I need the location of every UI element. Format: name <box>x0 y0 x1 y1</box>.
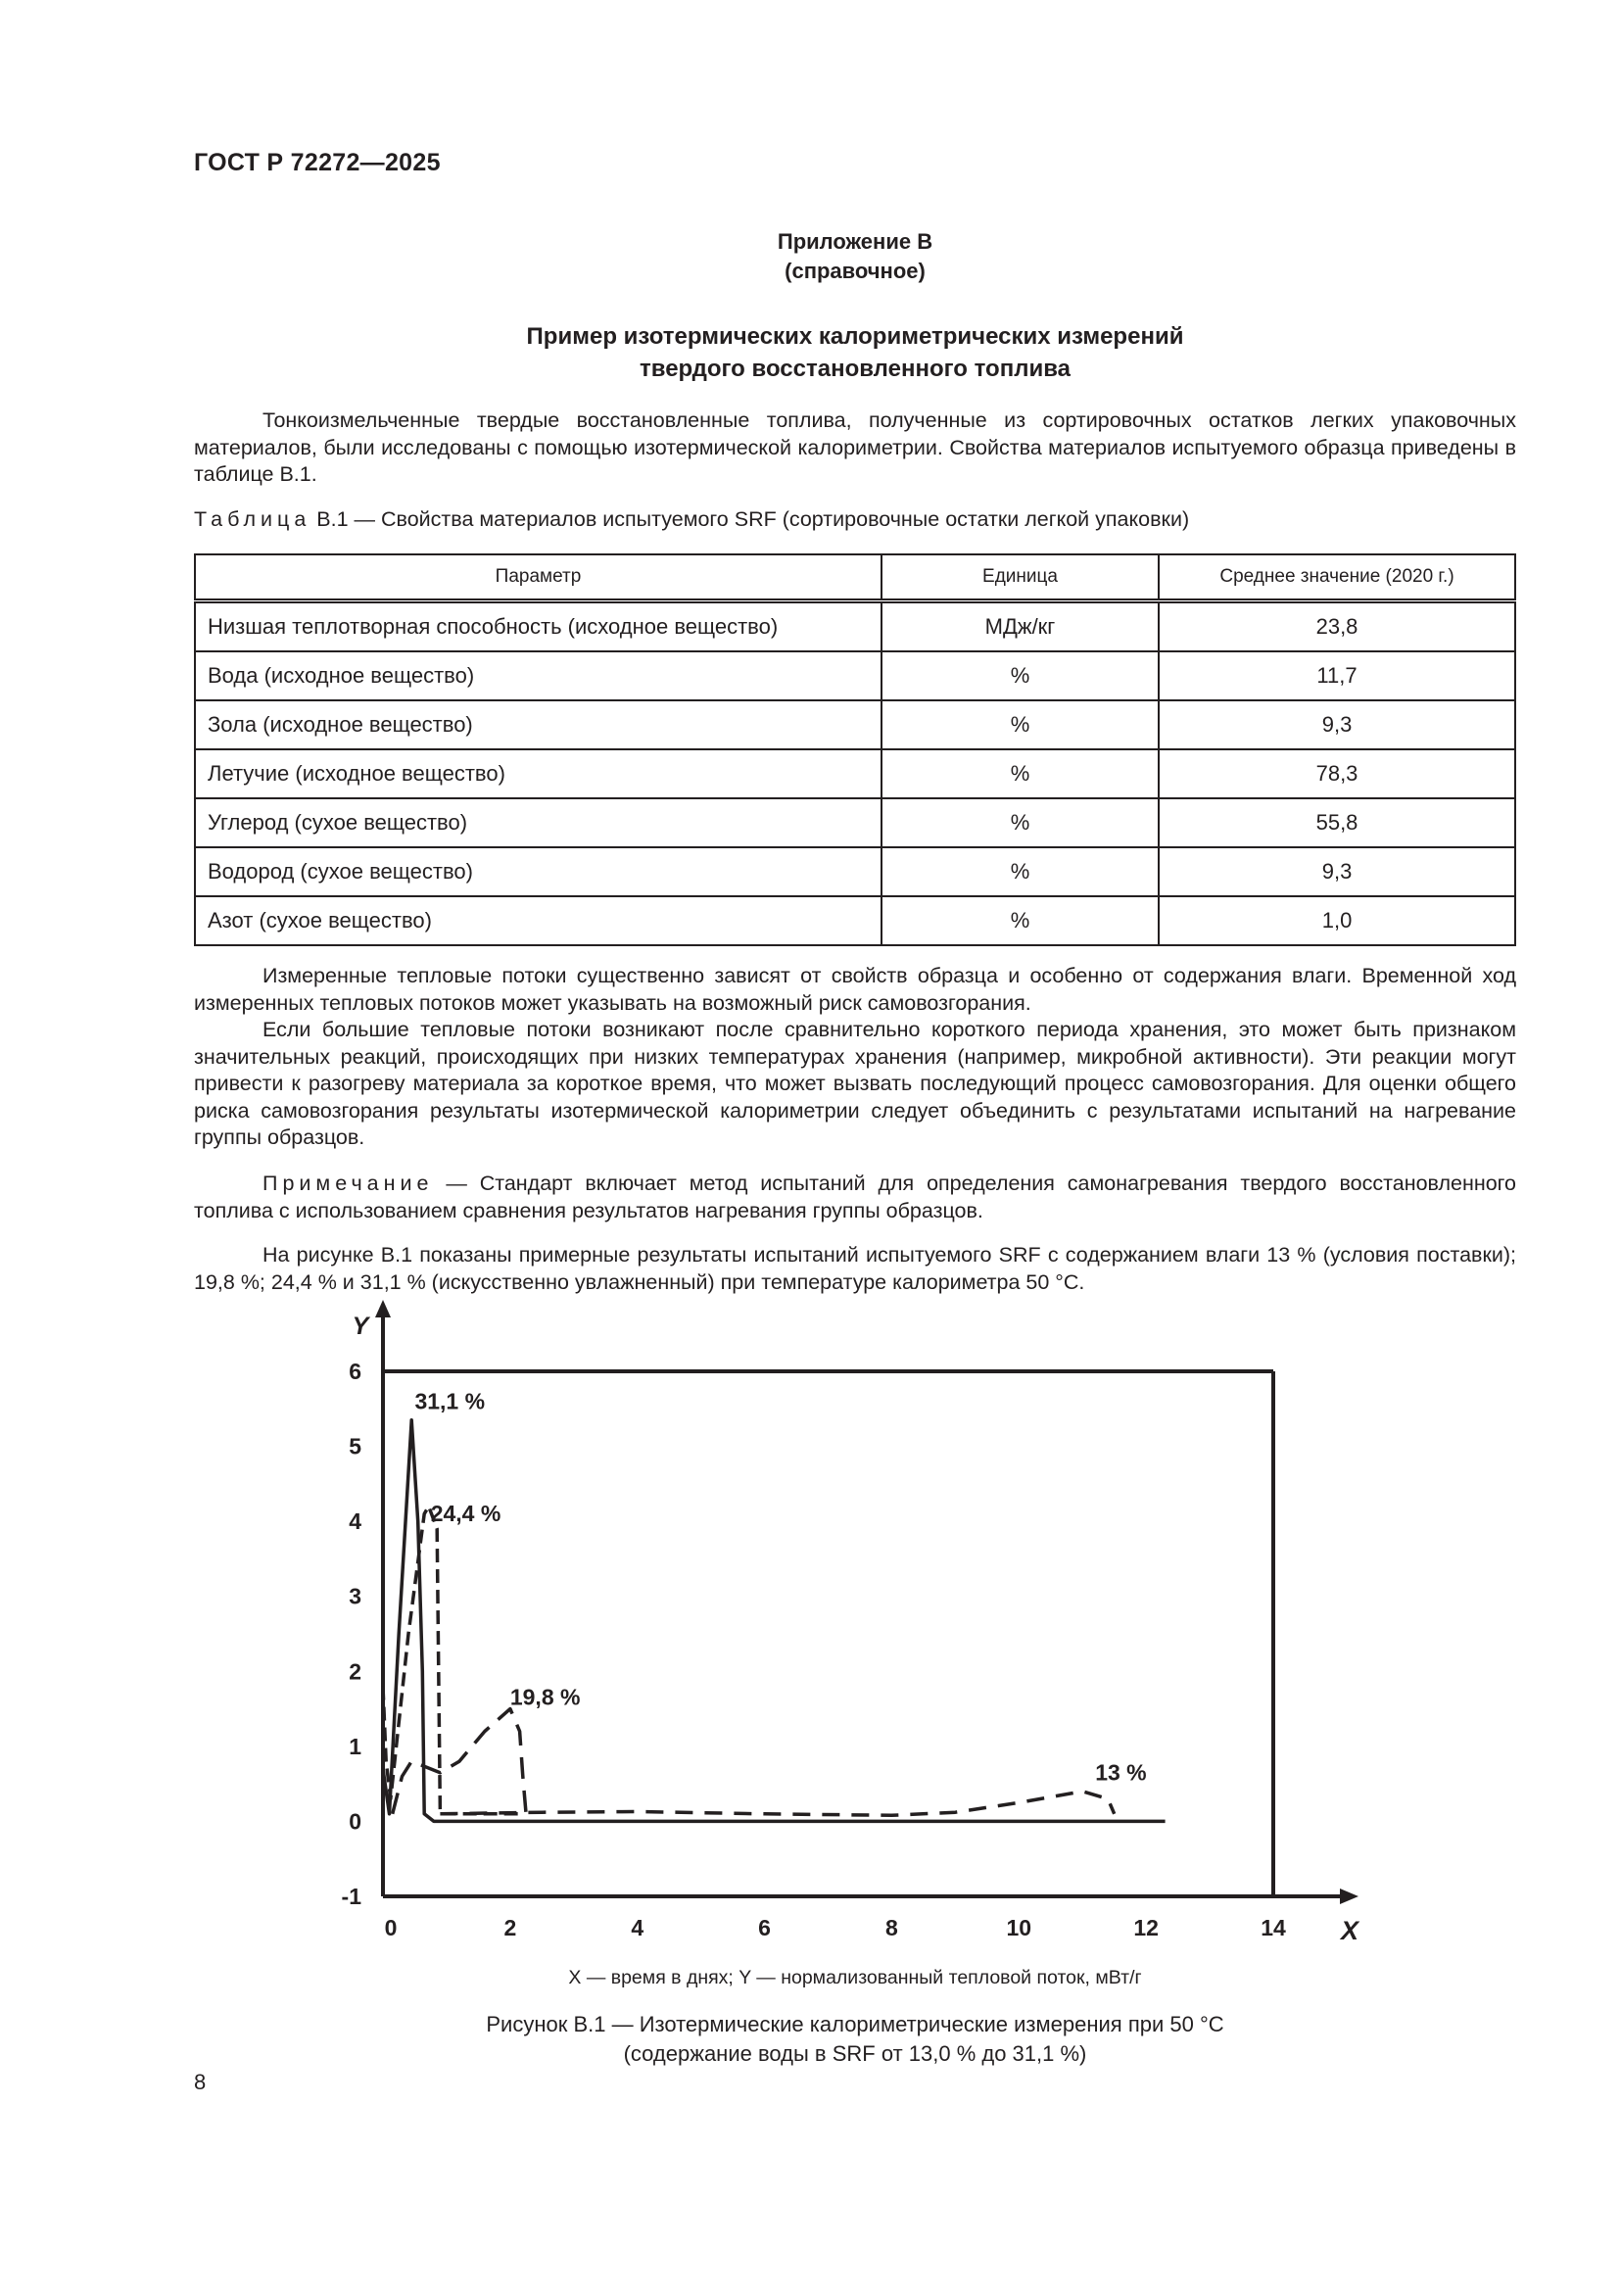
y-tick-label: 5 <box>349 1433 361 1459</box>
x-axis-arrow-icon <box>1340 1889 1358 1904</box>
table-row <box>195 847 1515 896</box>
cell-value: 1,0 <box>1159 896 1515 945</box>
annex-heading-line2: твердого восстановленного топлива <box>640 356 1071 382</box>
cell-parameter: Вода (исходное вещество) <box>195 651 881 700</box>
header-parameter: Параметр <box>195 554 881 601</box>
series-line <box>383 1420 1166 1822</box>
cell-parameter: Азот (сухое вещество) <box>195 896 881 945</box>
y-axis-arrow-icon <box>375 1300 391 1317</box>
chart-frame <box>375 1300 1358 1904</box>
cell-unit: % <box>881 700 1159 749</box>
cell-value: 11,7 <box>1159 651 1515 700</box>
properties-table <box>194 553 1516 946</box>
x-tick-label: 8 <box>885 1915 898 1940</box>
annex-heading-line1: Пример изотермических калориметрических измерений <box>526 323 1184 350</box>
header-mean-value: Среднее значение (2020 г.) <box>1159 554 1515 601</box>
y-tick-label: -1 <box>341 1884 361 1909</box>
chart-annotations <box>414 1388 1146 1785</box>
annex-title: Приложение В <box>777 229 933 254</box>
table-caption-prefix: Таблица <box>194 507 311 531</box>
cell-unit: МДж/кг <box>881 601 1159 652</box>
page-number: 8 <box>194 2070 207 2094</box>
cell-value: 55,8 <box>1159 798 1515 847</box>
x-tick-label: 4 <box>631 1915 644 1940</box>
cell-parameter: Низшая теплотворная способность (исходное вещество) <box>195 601 881 652</box>
cell-value: 23,8 <box>1159 601 1515 652</box>
x-tick-label: 14 <box>1261 1915 1286 1940</box>
y-tick-label: 0 <box>349 1808 361 1835</box>
intro-paragraph: Тонкоизмельченные твердые восстановленные топлива, полученные из сортировочных остатков легких упаковочных материалов, были исследованы с помощью изотермической калориметрии. Свойства материалов испытуемого образца приведены в таблице В.1. <box>194 408 1516 486</box>
paragraph-risk: Если большие тепловые потоки возникают после сравнительно короткого периода хранения, это может быть признаком значительных реакций, происходящих при низких температурах хранения (например, микробной активности). Эти реакции могут привести к разогреву материала за короткое время, что может вызвать последующий процесс самовозгорания. Для оценки общего риска самовозгорания результаты изотермической калориметрии следует объединить с результатами испытаний на нагревание группы образцов. <box>194 1018 1516 1149</box>
annex-status: (справочное) <box>785 259 926 283</box>
y-tick-label: 2 <box>349 1658 361 1685</box>
cell-parameter: Водород (сухое вещество) <box>195 847 881 896</box>
table-row <box>195 601 1515 652</box>
series-label: 31,1 % <box>414 1388 486 1414</box>
table-row <box>195 798 1515 847</box>
note <box>194 1171 1516 1224</box>
cell-unit: % <box>881 847 1159 896</box>
header-unit: Единица <box>881 554 1159 601</box>
x-tick-label: 2 <box>503 1915 517 1940</box>
table-caption <box>194 506 1516 534</box>
y-tick-label: 3 <box>349 1583 361 1609</box>
note-label: Примечание <box>262 1172 434 1195</box>
cell-value: 9,3 <box>1159 847 1515 896</box>
y-tick-label: 1 <box>349 1733 361 1759</box>
x-axis-label: X <box>1340 1916 1359 1945</box>
paragraph-heat-flow: Измеренные тепловые потоки существенно зависят от свойств образца и особенно от содержания влаги. Временной ход измеренных тепловых потоков может указывать на возможный риск самовозгорания. <box>194 964 1516 1015</box>
cell-value: 9,3 <box>1159 700 1515 749</box>
series-label: 24,4 % <box>430 1501 501 1527</box>
table-header-row <box>195 554 1515 601</box>
cell-unit: % <box>881 896 1159 945</box>
x-tick-label: 6 <box>758 1915 771 1940</box>
x-tick-label: 12 <box>1133 1915 1159 1940</box>
figure-caption-line1: Рисунок В.1 — Изотермические калориметрические измерения при 50 °C <box>486 2012 1224 2036</box>
y-axis-label: Y <box>352 1313 369 1340</box>
series-line <box>440 1792 1114 1816</box>
x-tick-label: 10 <box>1006 1915 1032 1940</box>
figure-caption <box>194 2010 1516 2069</box>
cell-parameter: Углерод (сухое вещество) <box>195 798 881 847</box>
chart-tick-labels <box>342 1313 1360 1945</box>
table-row <box>195 749 1515 798</box>
series-line <box>393 1709 526 1814</box>
cell-parameter: Летучие (исходное вещество) <box>195 749 881 798</box>
y-tick-label: 6 <box>349 1359 361 1384</box>
document-code: ГОСТ Р 72272—2025 <box>194 149 441 176</box>
table-caption-text: В.1 — Свойства материалов испытуемого SRF (сортировочные остатки легкой упаковки) <box>310 507 1190 531</box>
series-label: 19,8 % <box>509 1684 581 1710</box>
chart-series <box>383 1420 1166 1822</box>
cell-unit: % <box>881 749 1159 798</box>
cell-unit: % <box>881 651 1159 700</box>
cell-parameter: Зола (исходное вещество) <box>195 700 881 749</box>
series-label: 13 % <box>1095 1759 1147 1786</box>
table-row <box>195 700 1515 749</box>
cell-value: 78,3 <box>1159 749 1515 798</box>
cell-unit: % <box>881 798 1159 847</box>
annex-heading <box>194 320 1516 385</box>
note-text: — Стандарт включает метод испытаний для определения самонагревания твердого восстановленного топлива с использованием сравнения результатов нагревания группы образцов. <box>194 1172 1516 1222</box>
y-tick-label: 4 <box>349 1508 361 1535</box>
figure-intro-paragraph: На рисунке В.1 показаны примерные результаты испытаний испытуемого SRF с содержанием влаги 13 % (условия поставки); 19,8 %; 24,4 % и 31,1 % (искусственно увлажненный) при температуре калориметра 50 °C. <box>194 1243 1516 1294</box>
table-row <box>195 896 1515 945</box>
figure-caption-line2: (содержание воды в SRF от 13,0 % до 31,1 %) <box>623 2041 1087 2066</box>
x-tick-label: 0 <box>384 1915 398 1940</box>
axis-legend: X — время в днях; Y — нормализованный тепловой поток, мВт/г <box>568 1967 1142 1988</box>
table-row <box>195 651 1515 700</box>
series-line <box>383 1507 523 1814</box>
